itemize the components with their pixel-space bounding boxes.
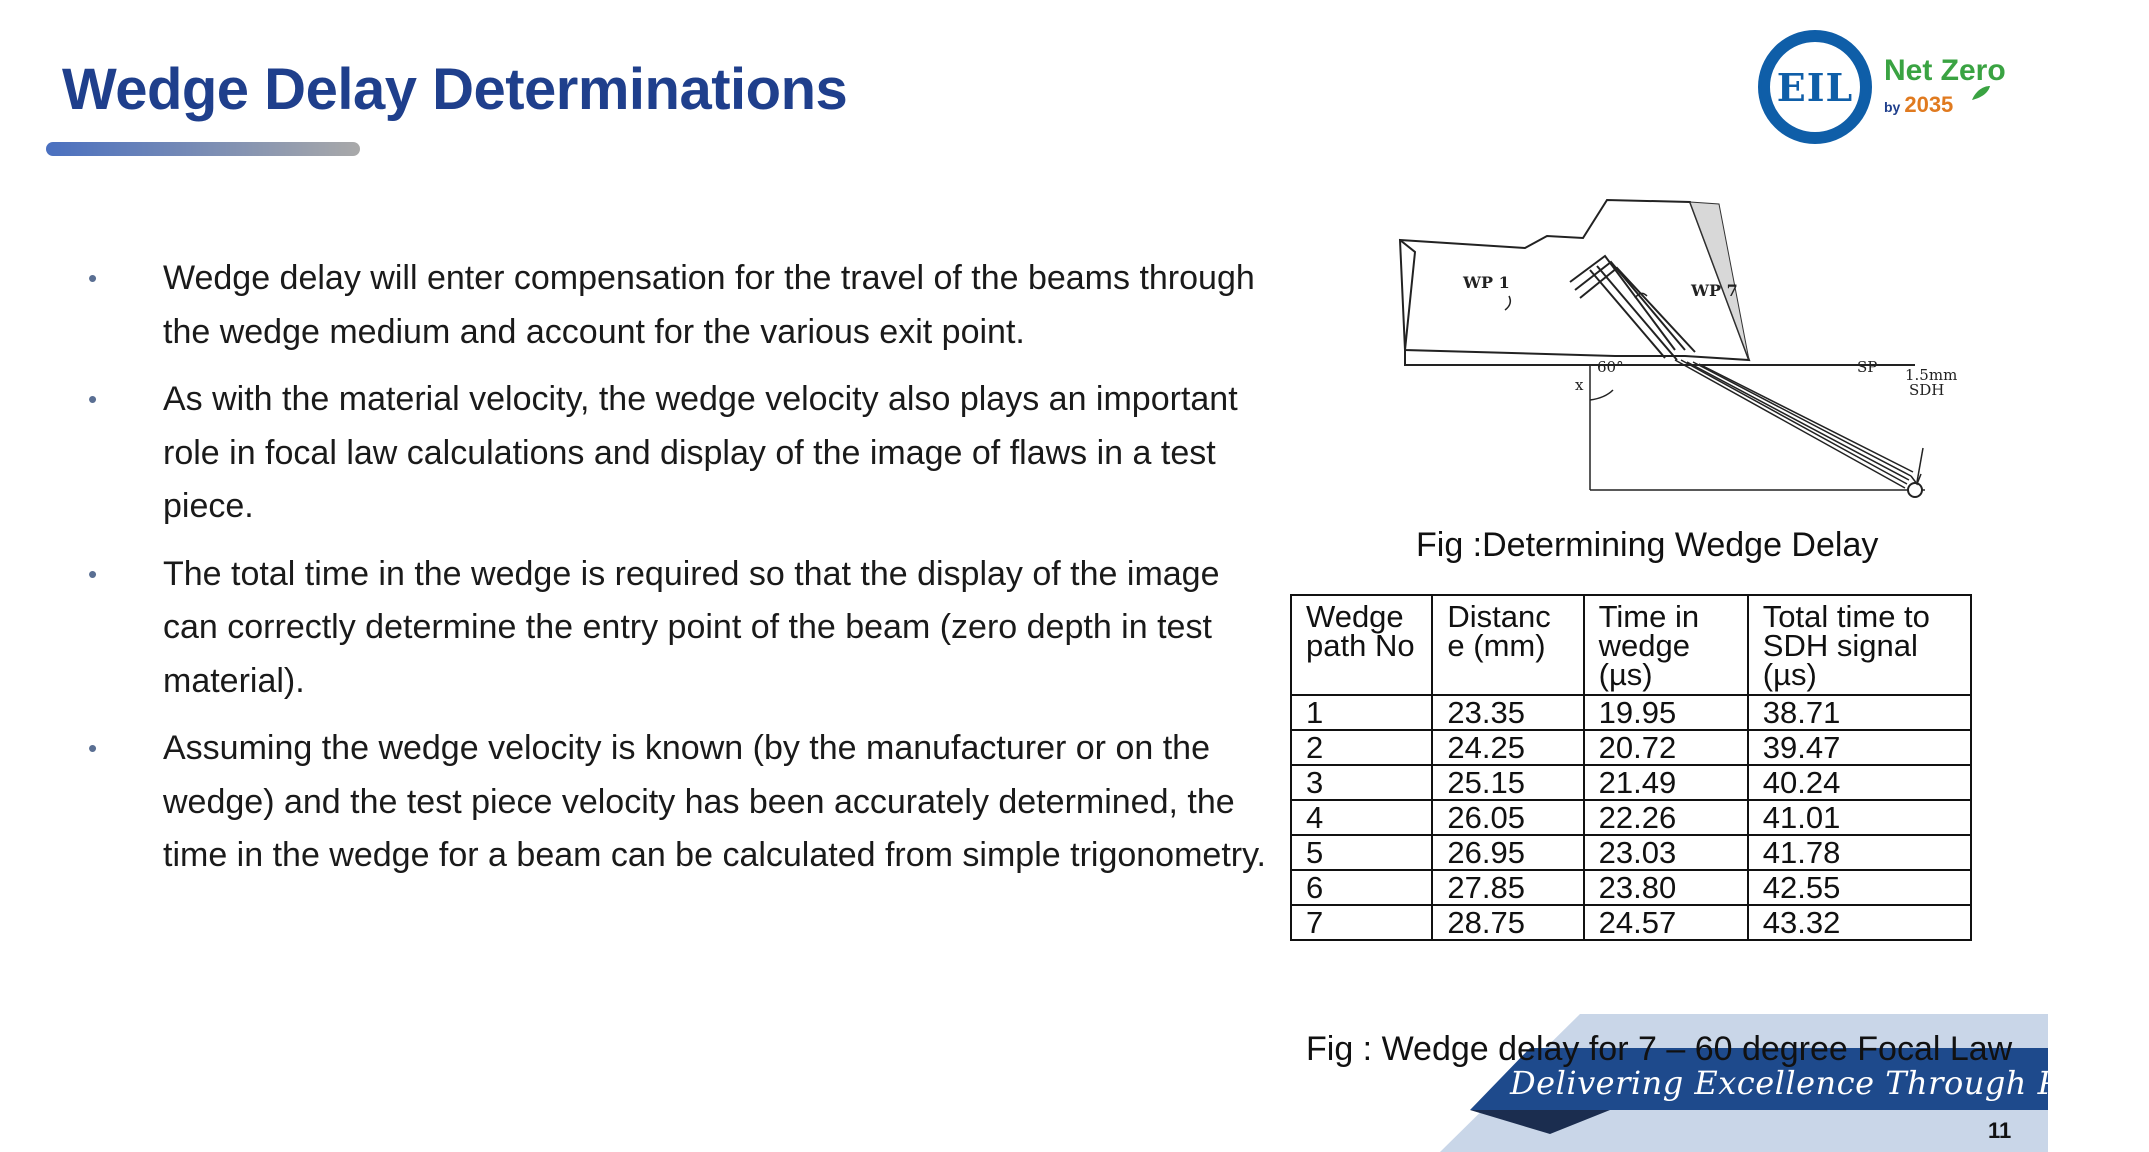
- table-row: [1291, 835, 1971, 870]
- eil-logo-circle: [1758, 30, 1872, 144]
- leaf-icon: [1970, 84, 1992, 102]
- bullet-item: [88, 252, 1268, 359]
- table-cell: 26.05: [1432, 800, 1583, 835]
- table-cell: 23.03: [1584, 835, 1748, 870]
- label-sp: SP: [1857, 358, 1878, 376]
- table-row: [1291, 800, 1971, 835]
- table-cell: 23.35: [1432, 695, 1583, 730]
- bullet-text: The total time in the wedge is required so that the display of the image can correctly determine the entry point of the beam (zero depth in test material).: [163, 554, 1220, 700]
- bullet-item: [88, 548, 1268, 709]
- table-cell: 24.57: [1584, 905, 1748, 940]
- beam-paths: [1675, 360, 1913, 488]
- table-cell: 43.32: [1748, 905, 1971, 940]
- table-cell: 41.01: [1748, 800, 1971, 835]
- table-cell: 41.78: [1748, 835, 1971, 870]
- table-header-cell: Total time to SDH signal (µs): [1748, 595, 1971, 695]
- table-cell: 5: [1291, 835, 1432, 870]
- table-cell: 1: [1291, 695, 1432, 730]
- table-cell: 2: [1291, 730, 1432, 765]
- table-cell: 4: [1291, 800, 1432, 835]
- bullet-dot-icon: •: [88, 263, 98, 293]
- label-x: x: [1575, 376, 1584, 394]
- table-row: [1291, 905, 1971, 940]
- eil-netzero-logo: [1758, 30, 2018, 150]
- table-cell: 24.25: [1432, 730, 1583, 765]
- net-zero-text: Net Zero: [1884, 54, 2006, 87]
- label-sdh: SDH: [1909, 381, 1945, 399]
- figure-caption: Fig :Determining Wedge Delay: [1416, 526, 1879, 564]
- wedge-outline: [1400, 200, 1749, 360]
- table-cell: 28.75: [1432, 905, 1583, 940]
- table-cell: 19.95: [1584, 695, 1748, 730]
- table-row: [1291, 870, 1971, 905]
- table-row: [1291, 730, 1971, 765]
- table-caption: Fig : Wedge delay for 7 – 60 degree Focal Law: [1306, 1030, 2013, 1068]
- page-number: 11: [1988, 1118, 2012, 1143]
- slide-title: Wedge Delay Determinations: [62, 57, 848, 122]
- table-cell: 22.26: [1584, 800, 1748, 835]
- sdh-hole: [1908, 483, 1922, 497]
- title-underline: [46, 142, 360, 156]
- table-header-cell: Distanc e (mm): [1432, 595, 1583, 695]
- eil-logo-inner: [1767, 39, 1863, 135]
- angle-arc: [1590, 390, 1613, 400]
- table-header-cell: Time in wedge (µs): [1584, 595, 1748, 695]
- table-cell: 25.15: [1432, 765, 1583, 800]
- table-row: [1291, 695, 1971, 730]
- table-cell: 38.71: [1748, 695, 1971, 730]
- eil-logo-text: EIL: [1776, 64, 1854, 110]
- table-cell: 3: [1291, 765, 1432, 800]
- bullet-list: [88, 252, 1268, 897]
- table-row: [1291, 765, 1971, 800]
- label-sdh-size: 1.5mm: [1905, 366, 1958, 384]
- footer-tagline: Delivering Excellence Through People: [1510, 1064, 2149, 1102]
- table-cell: 27.85: [1432, 870, 1583, 905]
- table-cell: 39.47: [1748, 730, 1971, 765]
- net-zero-year: [1884, 92, 1953, 118]
- bullet-item: [88, 373, 1268, 534]
- wedge-delay-diagram: [1385, 200, 1985, 520]
- table-cell: 21.49: [1584, 765, 1748, 800]
- label-angle: 60°: [1597, 358, 1624, 376]
- label-wp1: WP 1: [1463, 273, 1510, 292]
- table-cell: 26.95: [1432, 835, 1583, 870]
- bullet-text: Wedge delay will enter compensation for the travel of the beams through the wedge medium and account for the various exit point.: [163, 259, 1255, 351]
- bullet-text: Assuming the wedge velocity is known (by the manufacturer or on the wedge) and the test piece velocity has been accurately determined, the time in the wedge for a beam can be calculated from simple trigonometry.: [163, 729, 1267, 874]
- bullet-item: [88, 722, 1268, 883]
- table-cell: 7: [1291, 905, 1432, 940]
- table-header-row: [1291, 595, 1971, 695]
- bullet-text: As with the material velocity, the wedge velocity also plays an important role in focal law calculations and display of the image of flaws in a test piece.: [163, 380, 1238, 525]
- table-cell: 23.80: [1584, 870, 1748, 905]
- bullet-dot-icon: •: [88, 384, 98, 414]
- wedge-delay-table: [1290, 594, 1972, 941]
- table-cell: 6: [1291, 870, 1432, 905]
- label-wp7: WP 7: [1691, 281, 1738, 300]
- bullet-dot-icon: •: [88, 733, 98, 763]
- year-text: 2035: [1904, 92, 1954, 117]
- table-cell: 40.24: [1748, 765, 1971, 800]
- table-cell: 20.72: [1584, 730, 1748, 765]
- bullet-dot-icon: •: [88, 558, 98, 589]
- table-cell: 42.55: [1748, 870, 1971, 905]
- by-text: by: [1884, 99, 1901, 115]
- table-header-cell: Wedge path No: [1291, 595, 1432, 695]
